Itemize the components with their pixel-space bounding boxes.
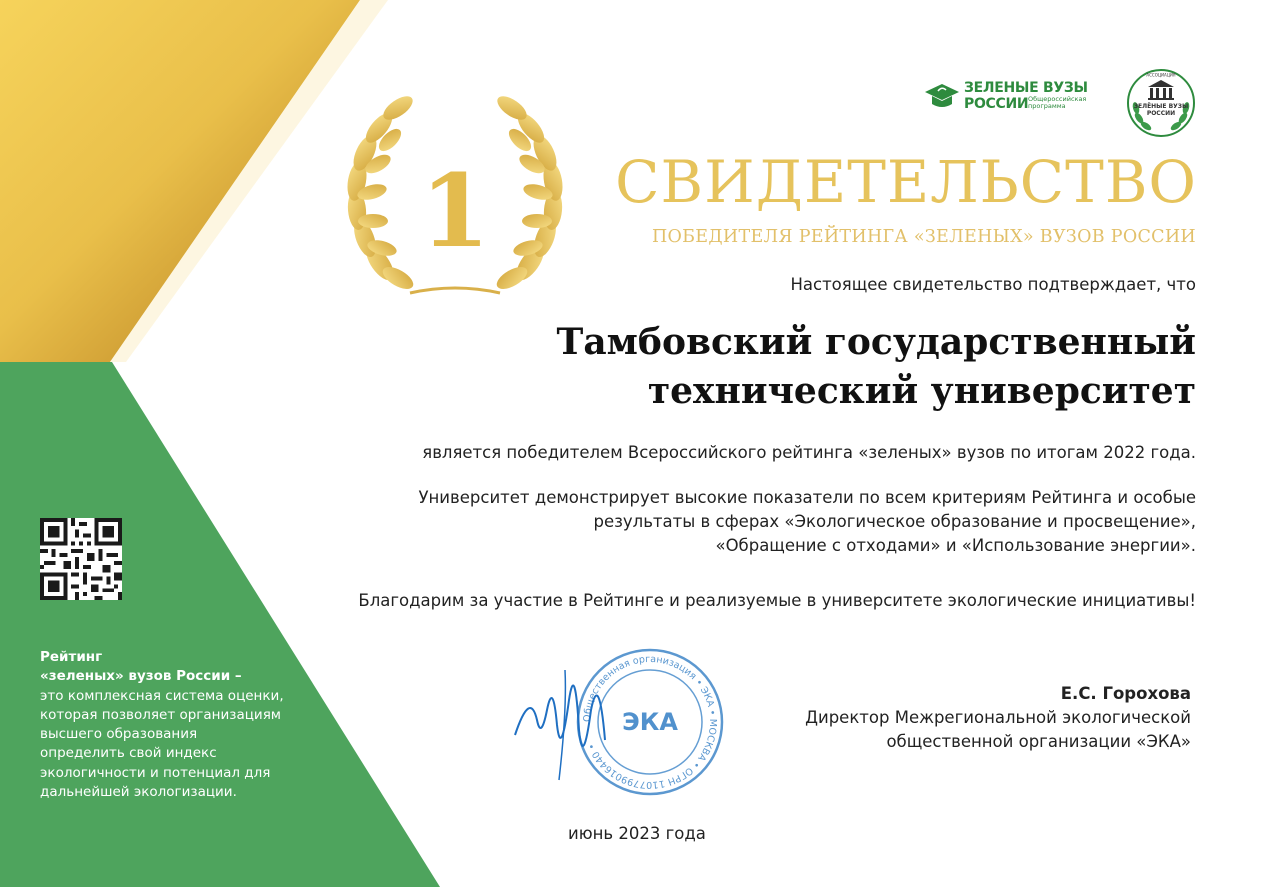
sidebar-title-line: Рейтинг bbox=[40, 649, 103, 665]
sidebar-line: это комплексная система оценки, bbox=[40, 687, 284, 704]
sidebar-description bbox=[40, 648, 310, 802]
association-emblem-icon bbox=[1126, 68, 1196, 138]
description-line: результаты в сферах «Экологическое образование и просвещение», bbox=[593, 512, 1196, 531]
sidebar-line: экологичности и потенциал для bbox=[40, 764, 271, 781]
logo-small-text: Общероссийская программа bbox=[1028, 95, 1087, 110]
laurel-wreath-icon bbox=[340, 88, 570, 308]
logo-title-line2: РОССИИ bbox=[964, 96, 1029, 112]
university-name-line: Тамбовский государственный bbox=[556, 321, 1196, 363]
sidebar-title-line: «зеленых» вузов России – bbox=[40, 668, 242, 685]
signer-name: Е.С. Горохова bbox=[1060, 684, 1191, 703]
green-shape bbox=[0, 362, 440, 887]
gold-triangle bbox=[0, 0, 360, 362]
certificate-title: СВИДЕТЕЛЬСТВО bbox=[615, 148, 1197, 216]
emblem-line2: РОССИИ bbox=[1146, 110, 1176, 117]
sidebar-line: высшего образования bbox=[40, 726, 198, 743]
stamp-icon bbox=[495, 640, 745, 800]
sidebar-line: которая позволяет организациям bbox=[40, 706, 281, 723]
university-name bbox=[557, 318, 1196, 416]
place-number: 1 bbox=[420, 152, 490, 270]
logo-title-line1: ЗЕЛЕНЫЕ ВУЗЫ bbox=[964, 80, 1088, 96]
description-paragraph bbox=[418, 486, 1196, 558]
green-universities-logo bbox=[922, 80, 1102, 114]
emblem-top-text: АССОЦИАЦИЯ bbox=[1146, 72, 1176, 78]
graduation-cap-icon bbox=[924, 82, 960, 112]
sidebar-line: определить свой индекс bbox=[40, 745, 217, 762]
emblem-line1: ЗЕЛЁНЫЕ ВУЗЫ bbox=[1133, 103, 1189, 110]
signer-position-line: Директор Межрегиональной экологической bbox=[805, 708, 1191, 727]
signer-position-line: общественной организации «ЭКА» bbox=[886, 732, 1191, 751]
university-name-line: технический университет bbox=[647, 370, 1196, 412]
description-line: «Обращение с отходами» и «Использование энергии». bbox=[715, 536, 1196, 555]
thanks-text: Благодарим за участие в Рейтинге и реализуемые в университете экологические инициативы! bbox=[358, 591, 1196, 610]
certificate-subtitle: ПОБЕДИТЕЛЯ РЕЙТИНГА «ЗЕЛЕНЫХ» ВУЗОВ РОССИИ bbox=[651, 227, 1196, 247]
description-line: Университет демонстрирует высокие показатели по всем критериям Рейтинга и особые bbox=[418, 488, 1196, 507]
signer-block bbox=[805, 682, 1191, 754]
stamp-center-text: ЭКА bbox=[622, 708, 678, 736]
issue-date: июнь 2023 года bbox=[568, 824, 706, 843]
qr-code-icon bbox=[40, 518, 122, 600]
confirm-text: Настоящее свидетельство подтверждает, что bbox=[790, 275, 1196, 294]
stamp-ring-text: Общественная организация • ЭКА • МОСКВА • ОГРН 1107799016440 • bbox=[581, 653, 719, 791]
winner-text: является победителем Всероссийского рейтинга «зеленых» вузов по итогам 2022 года. bbox=[422, 443, 1196, 462]
sidebar-line: дальнейшей экологизации. bbox=[40, 784, 237, 801]
